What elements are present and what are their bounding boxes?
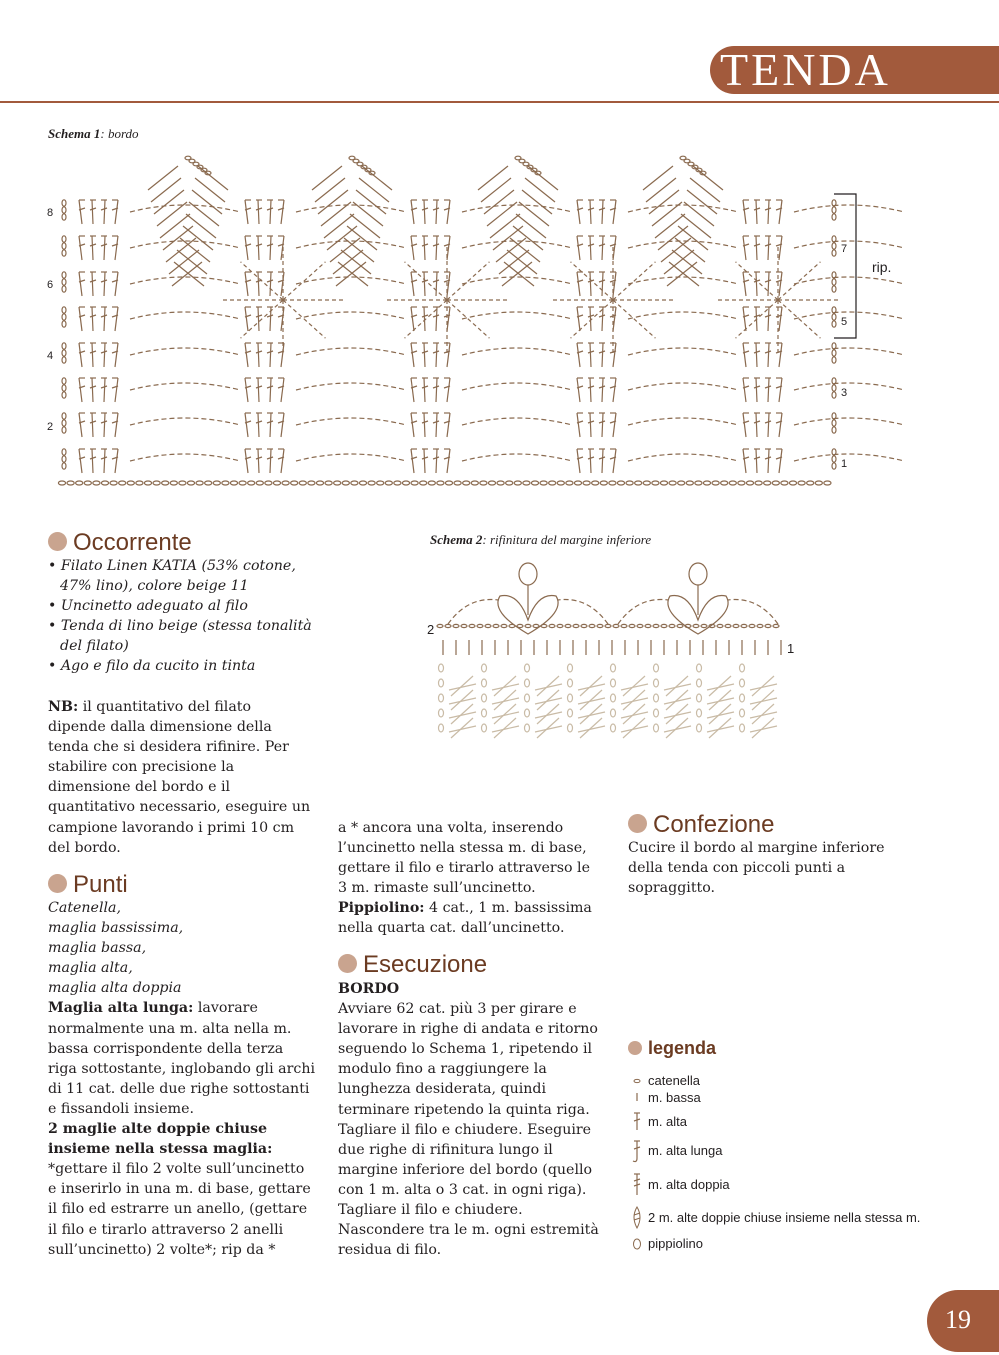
bordo-subtitle: BORDO [338,981,400,997]
legend-cluster: 2 m. alte doppie chiuse insieme nella stessa m. [648,1210,921,1225]
row-number-1: 1 [841,458,848,470]
mal-text: lavorare normalmente una m. alta nella m. bassa corrispondente della terza riga sottostante, inglobando gli archi di 11 cat. delle due righe sottostanti e fissandoli insieme. [48,1000,316,1117]
row-number-6: 6 [47,279,54,291]
row-number-2: 2 [47,421,54,433]
confezione-text: Cucire il bordo al margine inferiore della tenda con piccoli punti a sopraggitto. [628,840,885,897]
list-item: • Ago e filo da cucito in tinta [48,656,328,676]
occorrente-title: Occorrente [73,529,192,556]
schema2-row-1: 1 [787,641,795,656]
page-number: 19 [945,1305,971,1334]
schema1-caption-bold: Schema 1 [48,126,101,141]
stitch-item: maglia bassa, [48,940,147,957]
esecuzione-title: Esecuzione [363,951,488,978]
schema2-caption-text: : rifinitura del margine inferiore [482,532,652,547]
legend-m-bassa: m. bassa [648,1090,701,1105]
mal-label: Maglia alta lunga: [48,1000,194,1017]
row-number-7: 7 [841,243,848,255]
nb-label: NB: [48,699,79,715]
stitch-item: maglia bassissima, [48,920,184,937]
legend-catenella: catenella [648,1073,701,1088]
repeat-label: rip. [872,259,892,275]
cluster-icon [634,1207,640,1228]
punti-title: Punti [73,871,128,898]
row-number-8: 8 [47,207,54,219]
legend-m-alta-lunga: m. alta lunga [648,1143,723,1158]
list-item: • Tenda di lino beige (stessa tonalità del filato) [48,616,328,656]
double-crochet-icon [634,1113,640,1130]
row-number-4: 4 [47,350,54,362]
list-item: • Filato Linen KATIA (53% cotone, 47% lino), colore beige 11 [48,556,328,596]
esecuzione-text: Avviare 62 cat. più 3 per girare e lavorare in righe di andata e ritorno seguendo lo Schema 1, ripetendo il modulo fino a raggiungere la lunghezza desiderata, quindi terminare ripetendo la quinta riga. Tagliare il filo e chiudere. Eseguire due righe di rifinitura lungo il margine inferiore del bordo (quello con 1 m. alta o 3 cat. in ogni riga). Tagliare il filo e chiudere. Nascondere tra le m. ogni estremità residua di filo. [338,1001,599,1259]
dmad-continued: a * ancora una volta, inserendo l’uncinetto nella stessa m. di base, gettare il filo e tirarlo attraverso le 3 m. rimaste sull’uncinetto. [338,820,590,897]
nb-text: il quantitativo del filato dipende dalla dimensione della tenda che si desidera rifinire. Per stabilire con precisione la dimensione del bordo e il quantitativo necessario, eseguire un campione lavorando i primi 10 cm del bordo. [48,699,311,856]
schema2-caption-bold: Schema 2 [430,532,483,547]
confezione-title: Confezione [653,811,775,838]
pip-label: Pippiolino: [338,900,425,917]
schema1-caption-text: : bordo [100,126,139,141]
row-number-5: 5 [841,316,848,328]
stitch-item: Catenella, [48,900,121,916]
legenda-title: legenda [648,1038,717,1058]
legend-pippiolino: pippiolino [648,1236,703,1251]
legend-m-alta-doppia: m. alta doppia [648,1177,730,1192]
list-item: • Uncinetto adeguato al filo [48,596,328,616]
dmad-text: *gettare il filo 2 volte sull’uncinetto e inserirlo in una m. di base, gettare il filo ed estrarre un anello, (gettare il filo e tirarlo attraverso 2 anelli sull’uncinetto) 2 volte*; rip da * [48,1161,311,1258]
stitch-item: maglia alta doppia [48,980,182,997]
pip-text: 4 cat., 1 m. bassissima nella quarta cat. dall’uncinetto. [338,900,592,937]
legend-m-alta: m. alta [648,1114,688,1129]
row-number-3: 3 [841,387,848,399]
page-title: TENDA [720,44,891,95]
treble-crochet-icon [634,1174,640,1195]
stitch-item: maglia alta, [48,960,133,977]
picot-icon [634,1239,641,1249]
schema2-row-2: 2 [427,622,435,637]
dmad-label: 2 maglie alte doppie chiuse insieme nella stessa maglia: [48,1121,273,1158]
chain-icon [634,1079,640,1082]
long-double-crochet-icon [633,1141,640,1162]
